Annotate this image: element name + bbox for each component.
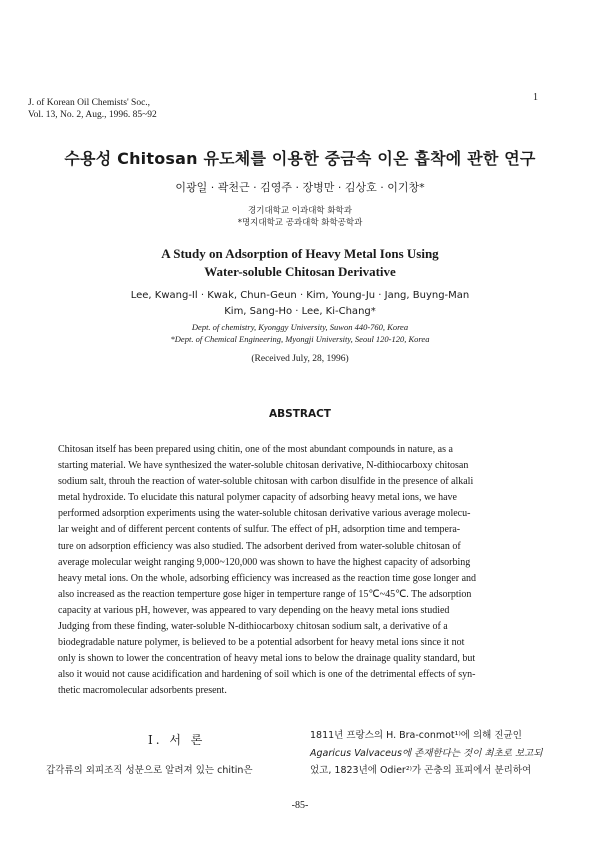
korean-title: 수용성 Chitosan 유도체를 이용한 중금속 이온 흡착에 관한 연구 [64, 149, 536, 168]
abstract-line: sodium salt, throuh the reaction of water-soluble chitosan with carbon disulfide in the presence of alkali [58, 476, 474, 488]
right-column-line-2: Agaricus Valvaceus에 존재한다는 것이 최초로 보고되 [310, 747, 543, 759]
abstract-line: metal hydroxide. To elucidate this natural polymer capacity of adsorbing heavy metal ions, we have [58, 492, 457, 504]
abstract-line: Chitosan itself has been prepared using chitin, one of the most abundant compounds in nature, as a [58, 444, 453, 455]
abstract-line: capacity at various pH, however, was appeared to vary depending on the heavy metal ions studied [58, 604, 450, 616]
section-heading-introduction: I. 서 론 [148, 733, 206, 747]
korean-affiliation-2: *명지대학교 공과대학 화학공학과 [237, 218, 363, 228]
right-column-line-1: 1811년 프랑스의 H. Bra-conmot¹⁾에 의해 진균인 [310, 730, 522, 741]
english-title-line-2: Water-soluble Chitosan Derivative [204, 264, 396, 279]
abstract-line: thetic macromolecular adsorbents present. [58, 685, 227, 697]
abstract-line: Judging from these finding, water-soluble N-dithiocarboxy chitosan sodium salt, a derivative of a [58, 621, 448, 633]
abstract-line: lar weight and of different percent contents of sulfur. The effect of pH, adsorption time and tempera- [58, 524, 461, 536]
english-affiliation-2: *Dept. of Chemical Engineering, Myongji University, Seoul 120-120, Korea [170, 333, 430, 344]
abstract-line: heavy metal ions. On the whole, adsorbing efficiency was increased as the reaction time gose longer and [58, 572, 477, 584]
journal-line-1: J. of Korean Oil Chemists' Soc., [28, 98, 151, 108]
abstract-body [58, 442, 548, 700]
abstract-line: starting material. We have synthesized the water-soluble chitosan derivative, N-dithiocarboxy chitosan [58, 460, 469, 472]
abstract-line: performed adsorption experiments using the water-soluble chitosan derivative various average molecu- [58, 508, 471, 520]
english-authors [0, 288, 600, 320]
korean-authors: 이광일 · 곽천근 · 김영주 · 장병만 · 김상호 · 이기창* [175, 181, 425, 194]
journal-citation [28, 97, 157, 121]
korean-affiliations [0, 205, 600, 229]
english-affiliations [0, 322, 600, 345]
abstract-line: average molecular weight ranging 9,000~120,000 was shown to have the highest capacity of adsorbing [58, 556, 471, 568]
abstract-line: biodegradable nature polymer, is believed to be a potential adsorbent for heavy metal ions since it not [58, 637, 465, 649]
english-authors-line-1: Lee, Kwang-Il · Kwak, Chun-Geun · Kim, Young-Ju · Jang, Buyng-Man [130, 290, 470, 301]
abstract-line: also increased as the reaction temperture gose higer in temperture range of 15℃~45℃. The adsorption [58, 588, 472, 600]
english-title [0, 245, 600, 281]
english-affiliation-1: Dept. of chemistry, Kyonggy University, Suwon 440-760, Korea [191, 322, 409, 332]
abstract-line: ture on adsorption efficiency was also studied. The adsorbent derived from water-soluble chitosan of [58, 540, 461, 552]
received-date: (Received July, 28, 1996) [251, 354, 349, 364]
journal-line-2: Vol. 13, No. 2, Aug., 1996. 85~92 [28, 110, 157, 120]
left-column-text: 갑각류의 외피조직 성분으로 알려져 있는 chitin은 [46, 765, 253, 776]
right-column-text [310, 727, 555, 780]
right-column-line-3: 었고, 1823년에 Odier²⁾가 곤충의 표피에서 분리하여 [310, 765, 532, 776]
page-footer-number: -85- [291, 800, 309, 811]
abstract-line: also it wouid not cause acidification and hardening of soil which is one of the detrimental effects of syn- [58, 669, 476, 681]
korean-affiliation-1: 경기대학교 이과대학 화학과 [248, 206, 352, 216]
page-number: 1 [533, 92, 538, 103]
abstract-heading: ABSTRACT [269, 408, 331, 420]
english-authors-line-2: Kim, Sang-Ho · Lee, Ki-Chang* [224, 306, 376, 317]
abstract-line: only is shown to lower the concentration of heavy metal ions to below the drainage quality standard, but [58, 653, 476, 665]
english-title-line-1: A Study on Adsorption of Heavy Metal Ions Using [161, 246, 439, 261]
